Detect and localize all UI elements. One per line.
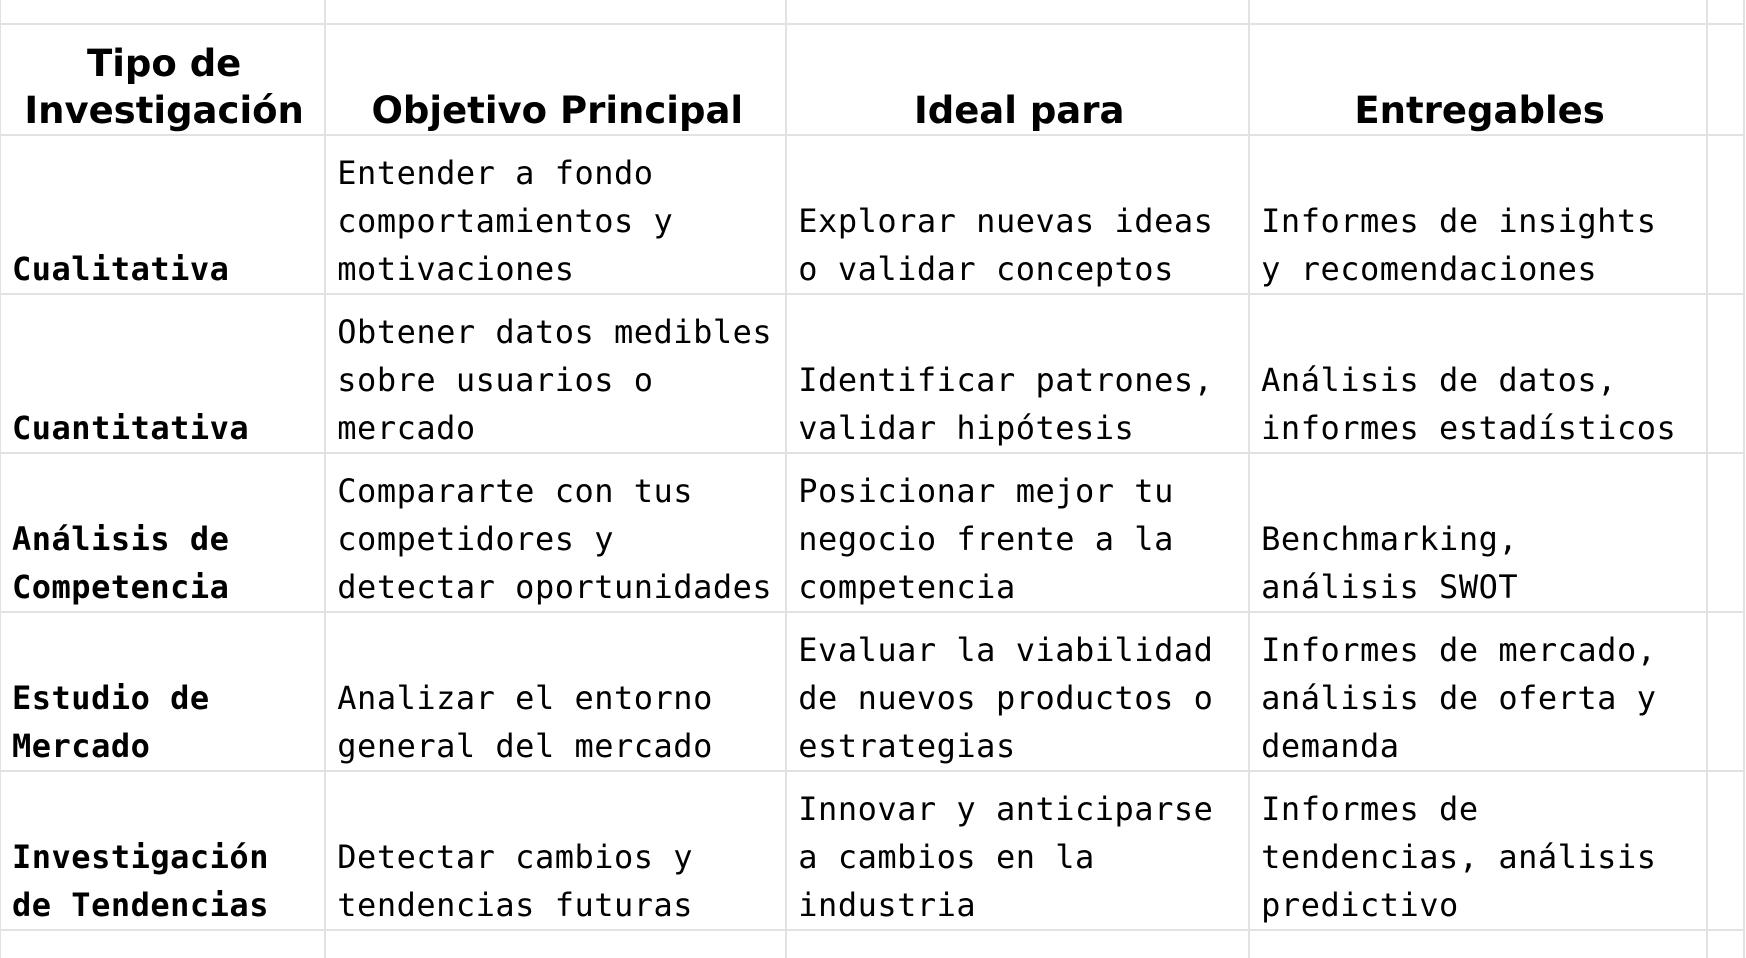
empty-cell[interactable] <box>1707 135 1744 294</box>
empty-cell[interactable] <box>786 0 1249 24</box>
table-row <box>0 771 1744 930</box>
cell-line: Informes de insights <box>1261 202 1657 240</box>
ideal-cell[interactable] <box>786 294 1249 453</box>
empty-cell[interactable] <box>1249 0 1707 24</box>
cell-line: validar hipótesis <box>798 409 1135 447</box>
cell-line: a cambios en la <box>798 838 1095 876</box>
table-row <box>0 453 1744 612</box>
cell-line: tendencias futuras <box>337 886 694 924</box>
row-label: Análisis de <box>12 520 230 558</box>
ideal-cell[interactable] <box>786 135 1249 294</box>
cell-line: Compararte con tus <box>337 472 694 510</box>
entregables-cell[interactable] <box>1249 453 1707 612</box>
row-label: Estudio de <box>12 679 210 717</box>
entregables-cell[interactable] <box>1249 135 1707 294</box>
row-label: Investigación <box>12 838 269 876</box>
empty-cell[interactable] <box>1707 453 1744 612</box>
empty-cell[interactable] <box>1707 294 1744 453</box>
cell-line: sobre usuarios o <box>337 361 654 399</box>
header-entregables[interactable] <box>1249 24 1707 135</box>
cell-line: industria <box>798 886 977 924</box>
cell-line: análisis SWOT <box>1261 568 1519 606</box>
empty-cell[interactable] <box>0 0 325 24</box>
entregables-cell[interactable] <box>1249 771 1707 930</box>
row-label: de Tendencias <box>12 886 269 924</box>
header-line: Ideal para <box>913 89 1125 132</box>
empty-row-top <box>0 0 1744 24</box>
row-label-cell[interactable] <box>0 771 325 930</box>
cell-line: Identificar patrones, <box>798 361 1214 399</box>
cell-line: o validar conceptos <box>798 250 1174 288</box>
cell-line: análisis de oferta y <box>1261 679 1657 717</box>
cell-line: estrategias <box>798 727 1016 765</box>
row-label: Cualitativa <box>12 250 230 288</box>
cell-line: general del mercado <box>337 727 713 765</box>
cell-line: Análisis de datos, <box>1261 361 1617 399</box>
cell-line: Explorar nuevas ideas <box>798 202 1214 240</box>
cell-line: detectar oportunidades <box>337 568 773 606</box>
cell-line: Benchmarking, <box>1261 520 1519 558</box>
row-label: Competencia <box>12 568 230 606</box>
objetivo-cell[interactable] <box>325 294 786 453</box>
cell-line: competencia <box>798 568 1016 606</box>
ideal-cell[interactable] <box>786 453 1249 612</box>
empty-cell[interactable] <box>1707 612 1744 771</box>
row-label: Cuantitativa <box>12 409 250 447</box>
cell-line: Analizar el entorno <box>337 679 713 717</box>
table-row <box>0 612 1744 771</box>
header-ideal[interactable] <box>786 24 1249 135</box>
cell-line: de nuevos productos o <box>798 679 1214 717</box>
objetivo-cell[interactable] <box>325 135 786 294</box>
cell-line: y recomendaciones <box>1261 250 1598 288</box>
cell-line: Informes de <box>1261 790 1479 828</box>
cell-line: Obtener datos medibles <box>337 313 773 351</box>
ideal-cell[interactable] <box>786 771 1249 930</box>
empty-cell[interactable] <box>1707 24 1744 135</box>
cell-line: competidores y <box>337 520 614 558</box>
cell-line: motivaciones <box>337 250 575 288</box>
header-tipo[interactable] <box>0 24 325 135</box>
entregables-cell[interactable] <box>1249 294 1707 453</box>
row-label-cell[interactable] <box>0 453 325 612</box>
cell-line: mercado <box>337 409 476 447</box>
empty-cell[interactable] <box>1249 930 1707 958</box>
cell-line: Entender a fondo <box>337 154 654 192</box>
ideal-cell[interactable] <box>786 612 1249 771</box>
entregables-cell[interactable] <box>1249 612 1707 771</box>
header-line: Objetivo Principal <box>371 89 744 132</box>
cell-line: demanda <box>1261 727 1400 765</box>
empty-cell[interactable] <box>325 930 786 958</box>
cell-line: Innovar y anticiparse <box>798 790 1214 828</box>
header-line: Entregables <box>1354 89 1605 132</box>
cell-line: predictivo <box>1261 886 1459 924</box>
row-label-cell[interactable] <box>0 612 325 771</box>
empty-row-bottom <box>0 930 1744 958</box>
cell-line: negocio frente a la <box>798 520 1174 558</box>
table-row <box>0 294 1744 453</box>
objetivo-cell[interactable] <box>325 771 786 930</box>
empty-cell[interactable] <box>1707 771 1744 930</box>
cell-line: Detectar cambios y <box>337 838 694 876</box>
header-objetivo[interactable] <box>325 24 786 135</box>
objetivo-cell[interactable] <box>325 453 786 612</box>
row-label-cell[interactable] <box>0 135 325 294</box>
cell-line: Evaluar la viabilidad <box>798 631 1214 669</box>
empty-cell[interactable] <box>786 930 1249 958</box>
header-row <box>0 24 1744 135</box>
header-line: Tipo de <box>86 42 242 85</box>
empty-cell[interactable] <box>1707 0 1744 24</box>
header-line: Investigación <box>24 89 304 132</box>
cell-line: Posicionar mejor tu <box>798 472 1174 510</box>
empty-cell[interactable] <box>0 930 325 958</box>
cell-line: comportamientos y <box>337 202 674 240</box>
cell-line: tendencias, análisis <box>1261 838 1657 876</box>
cell-line: informes estadísticos <box>1261 409 1677 447</box>
objetivo-cell[interactable] <box>325 612 786 771</box>
cell-line: Informes de mercado, <box>1261 631 1657 669</box>
row-label-cell[interactable] <box>0 294 325 453</box>
table-row <box>0 135 1744 294</box>
row-label: Mercado <box>12 727 151 765</box>
empty-cell[interactable] <box>325 0 786 24</box>
empty-cell[interactable] <box>1707 930 1744 958</box>
